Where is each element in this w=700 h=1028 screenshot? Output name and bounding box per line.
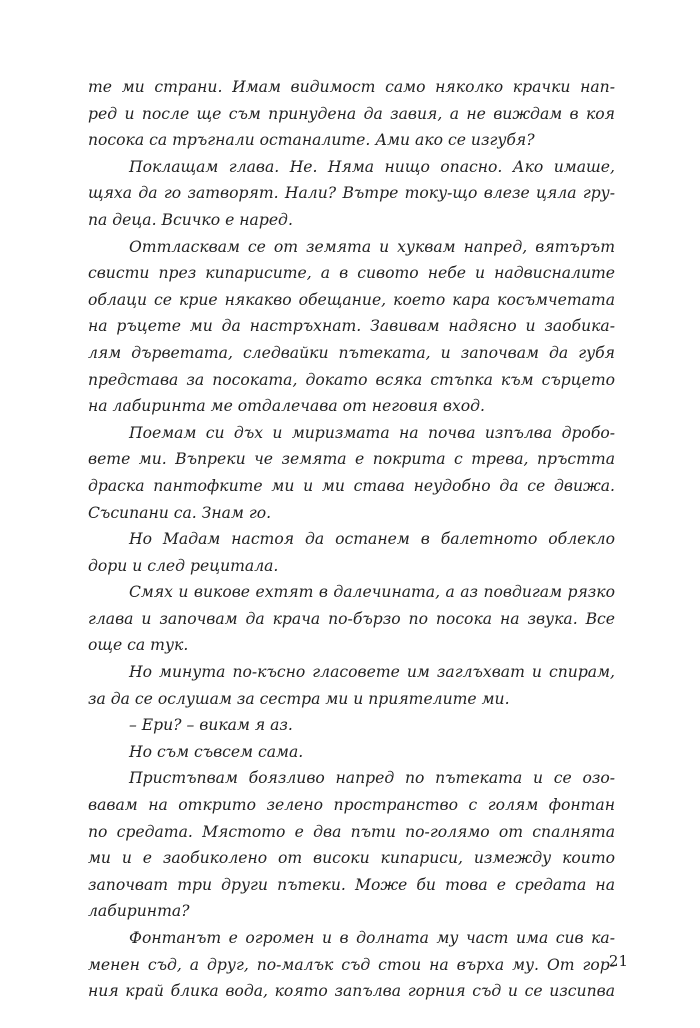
text-line: Пристъпвам боязливо напред по пътеката и се озо- [129,769,615,788]
text-line: представа за посоката, докато всяка стъпка към сърцето [88,370,615,389]
text-line: на ръцете ми да настръхнат. Завивам надясно и заобика- [88,317,615,336]
text-line: Но съм съвсем сама. [129,742,304,761]
text-line: на лабиринта ме отдалечава от неговия вход. [88,397,486,416]
text-line: ния край блика вода, която запълва горния съд и се изсипва [88,982,615,1001]
text-line: свисти през кипарисите, а в сивото небе и надвисналите [88,264,615,283]
text-line: – Ери? – викам я аз. [129,716,293,735]
text-line: па деца. Всичко е наред. [88,210,293,229]
text-line: драска пантофките ми и ми става неудобно да се движа. [88,476,615,495]
text-line: Но Мадам настоя да останем в балетното облекло [129,530,615,549]
page-number: 21 [608,952,628,970]
text-line: облаци се крие някакво обещание, което кара косъмчетата [88,290,615,309]
text-line: започват три други пътеки. Може би това е средата на [88,875,615,894]
body-text [88,74,615,1005]
text-line: менен съд, а друг, по-малък съд стои на върха му. От гор- [88,955,615,974]
text-line: Смях и викове ехтят в далечината, а аз повдигам рязко [129,583,615,602]
text-line: вете ми. Въпреки че земята е покрита с трева, пръстта [88,450,615,469]
text-line: ми и е заобиколено от високи кипариси, измежду които [88,849,615,868]
text-line: още са тук. [88,636,189,655]
text-line: Фонтанът е огромен и в долната му част има сив ка- [129,929,615,947]
text-line: за да се ослушам за сестра ми и приятелите ми. [88,689,510,708]
text-line: глава и започвам да крача по-бързо по посока на звука. Все [88,609,615,628]
text-line: дори и след рецитала. [88,556,279,575]
text-line: Поклащам глава. Не. Няма нищо опасно. Ако имаше, [129,157,615,176]
text-line: лабиринта? [88,902,190,921]
text-line: ред и после ще съм принудена да завия, а не виждам в коя [88,104,615,123]
text-line: те ми страни. Имам видимост само няколко крачки нап- [88,78,615,96]
text-line: вавам на открито зелено пространство с голям фонтан [88,796,615,815]
text-line: Съсипани са. Знам го. [88,503,272,522]
text-line: посока са тръгнали останалите. Ами ако се изгубя? [88,131,535,150]
text-line: по средата. Мястото е два пъти по-голямо от спалнята [88,822,615,841]
text-line: Оттласквам се от земята и хуквам напред, вятърът [129,237,615,256]
text-line: Но минута по-късно гласовете им заглъхват и спирам, [129,663,615,682]
text-line: лям дърветата, следвайки пътеката, и започвам да губя [88,343,615,362]
text-line: щяха да го затворят. Нали? Вътре току-що влезе цяла гру- [88,184,615,203]
text-line: Поемам си дъх и миризмата на почва изпълва дробо- [129,423,615,442]
